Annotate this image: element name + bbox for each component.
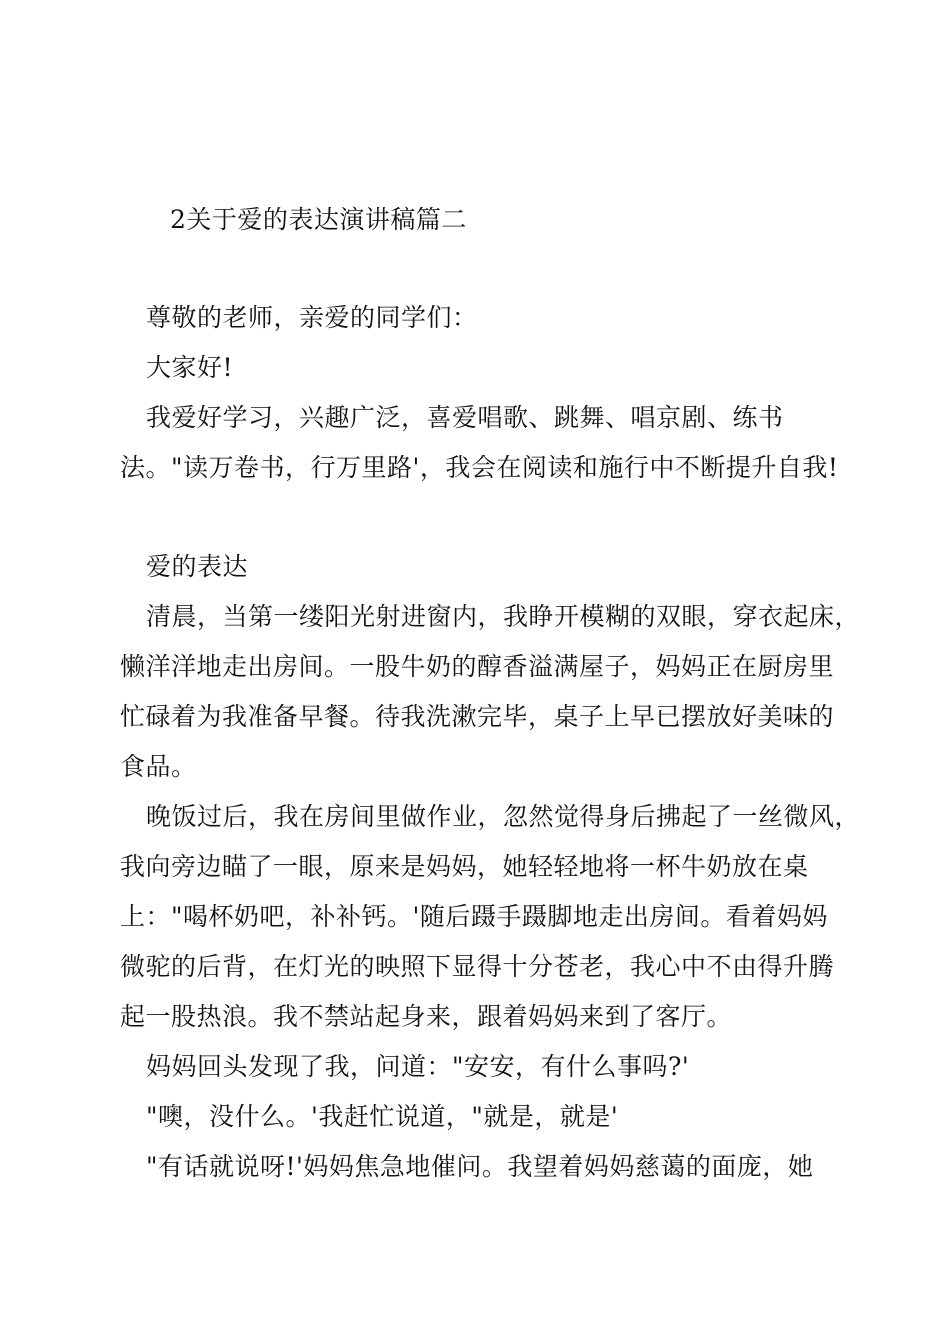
dialog-line: 妈妈回头发现了我，问道："安安，有什么事吗?'	[146, 1052, 690, 1081]
dialog-line: "有话就说呀!'妈妈焦急地催问。我望着妈妈慈蔼的面庞，她	[146, 1152, 814, 1181]
paragraph-line: 上："喝杯奶吧，补补钙。'随后蹑手蹑脚地走出房间。看着妈妈	[120, 902, 828, 931]
intro-line: 我爱好学习，兴趣广泛，喜爱唱歌、跳舞、唱京剧、练书	[146, 403, 784, 432]
paragraph-line: 起一股热浪。我不禁站起身来，跟着妈妈来到了客厅。	[120, 1002, 733, 1031]
greeting-line: 尊敬的老师，亲爱的同学们：	[146, 303, 478, 332]
paragraph-line: 食品。	[120, 752, 197, 781]
document-title: 2关于爱的表达演讲稿篇二	[170, 205, 467, 234]
paragraph-line: 懒洋洋地走出房间。一股牛奶的醇香溢满屋子，妈妈正在厨房里	[120, 652, 835, 681]
hello-line: 大家好!	[146, 353, 234, 382]
section-subtitle: 爱的表达	[146, 552, 249, 581]
paragraph-line: 我向旁边瞄了一眼，原来是妈妈，她轻轻地将一杯牛奶放在桌	[120, 852, 809, 881]
paragraph-line: 忙碌着为我准备早餐。待我洗漱完毕，桌子上早已摆放好美味的	[120, 702, 835, 731]
paragraph-line: 微驼的后背，在灯光的映照下显得十分苍老，我心中不由得升腾	[120, 952, 835, 981]
intro-line: 法。"读万卷书，行万里路'，我会在阅读和施行中不断提升自我!	[120, 453, 839, 482]
dialog-line: "噢，没什么。'我赶忙说道，"就是，就是'	[146, 1102, 619, 1131]
paragraph-line: 清晨，当第一缕阳光射进窗内，我睁开模糊的双眼，穿衣起床，	[146, 602, 861, 631]
paragraph-line: 晚饭过后，我在房间里做作业，忽然觉得身后拂起了一丝微风，	[146, 802, 861, 831]
